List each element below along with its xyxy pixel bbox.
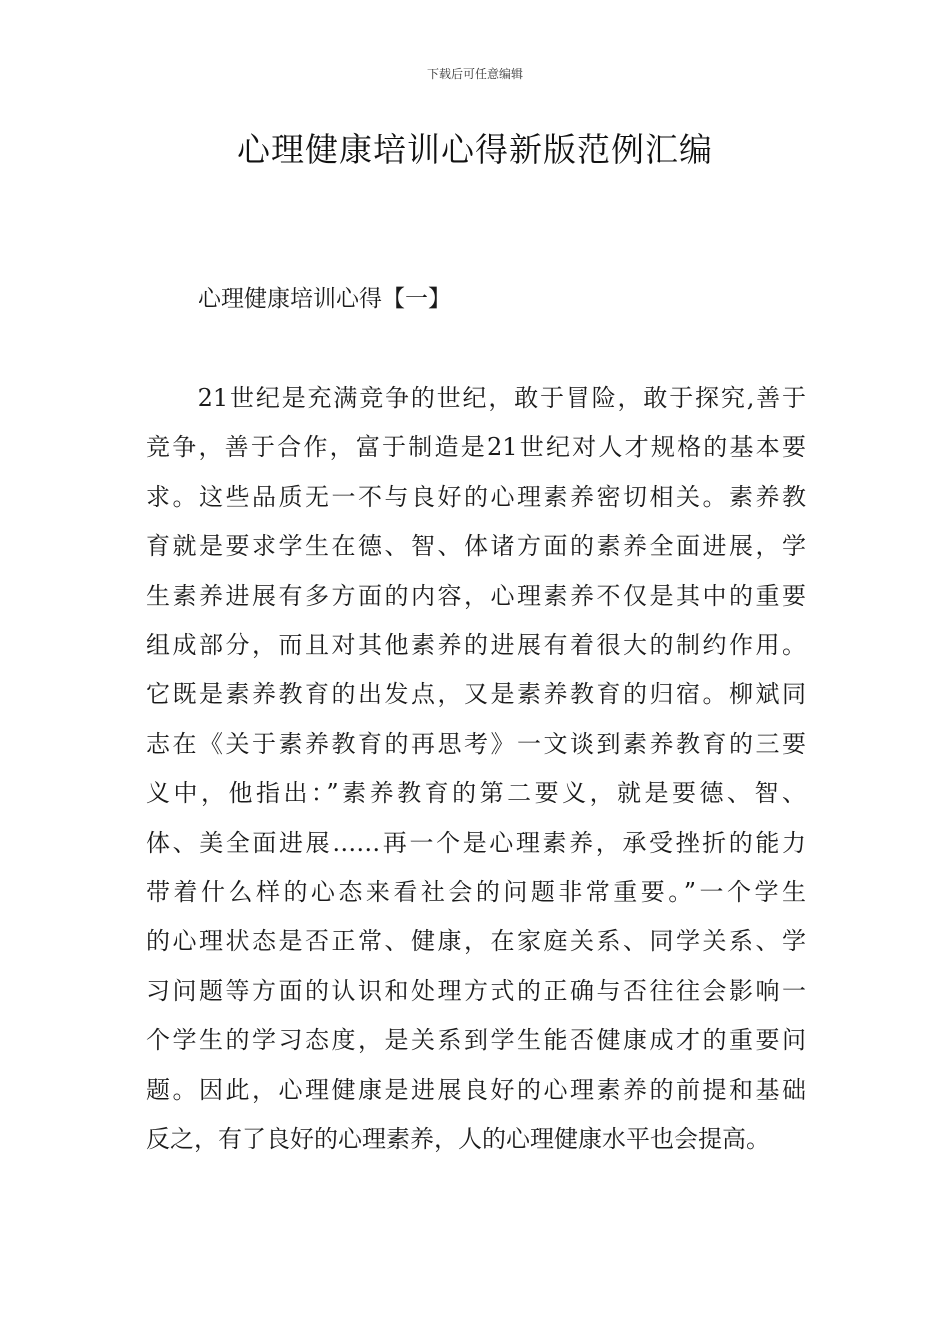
paragraph-line: 题。因此，心理健康是进展良好的心理素养的前提和基础 <box>146 1075 806 1104</box>
paragraph-line: 体、美全面进展……再一个是心理素养，承受挫折的能力 <box>146 828 806 857</box>
paragraph-line: 它既是素养教育的出发点，又是素养教育的归宿。柳斌同 <box>146 680 806 709</box>
paragraph-line: 带着什么样的心态来看社会的问题非常重要。”一个学生 <box>146 878 806 907</box>
paragraph-line: 组成部分，而且对其他素养的进展有着很大的制约作用。 <box>146 631 806 660</box>
document-title: 心理健康培训心得新版范例汇编 <box>237 130 713 169</box>
section-heading: 心理健康培训心得【一】 <box>198 286 451 312</box>
paragraph-line: 反之，有了良好的心理素养，人的心理健康水平也会提高。 <box>146 1125 770 1154</box>
paragraph-line: 生素养进展有多方面的内容，心理素养不仅是其中的重要 <box>146 581 806 610</box>
paragraph-line: 求。这些品质无一不与良好的心理素养密切相关。素养教 <box>146 482 806 511</box>
paragraph-line: 竞争，善于合作，富于制造是21世纪对人才规格的基本要 <box>146 433 806 462</box>
paragraph-line: 育就是要求学生在德、智、体诸方面的素养全面进展，学 <box>146 532 806 561</box>
paragraph-line: 个学生的学习态度，是关系到学生能否健康成才的重要问 <box>146 1026 806 1055</box>
paragraph-line: 义中，他指出：”素养教育的第二要义，就是要德、智、 <box>146 779 806 808</box>
paragraph-line: 的心理状态是否正常、健康，在家庭关系、同学关系、学 <box>146 927 806 956</box>
paragraph-line: 习问题等方面的认识和处理方式的正确与否往往会影响一 <box>146 976 806 1005</box>
body-paragraph <box>146 374 806 1165</box>
header-note: 下载后可任意编辑 <box>426 67 523 81</box>
paragraph-line: 志在《关于素养教育的再思考》一文谈到素养教育的三要 <box>146 729 806 758</box>
paragraph-line: 21世纪是充满竞争的世纪，敢于冒险，敢于探究,善于 <box>146 384 806 412</box>
